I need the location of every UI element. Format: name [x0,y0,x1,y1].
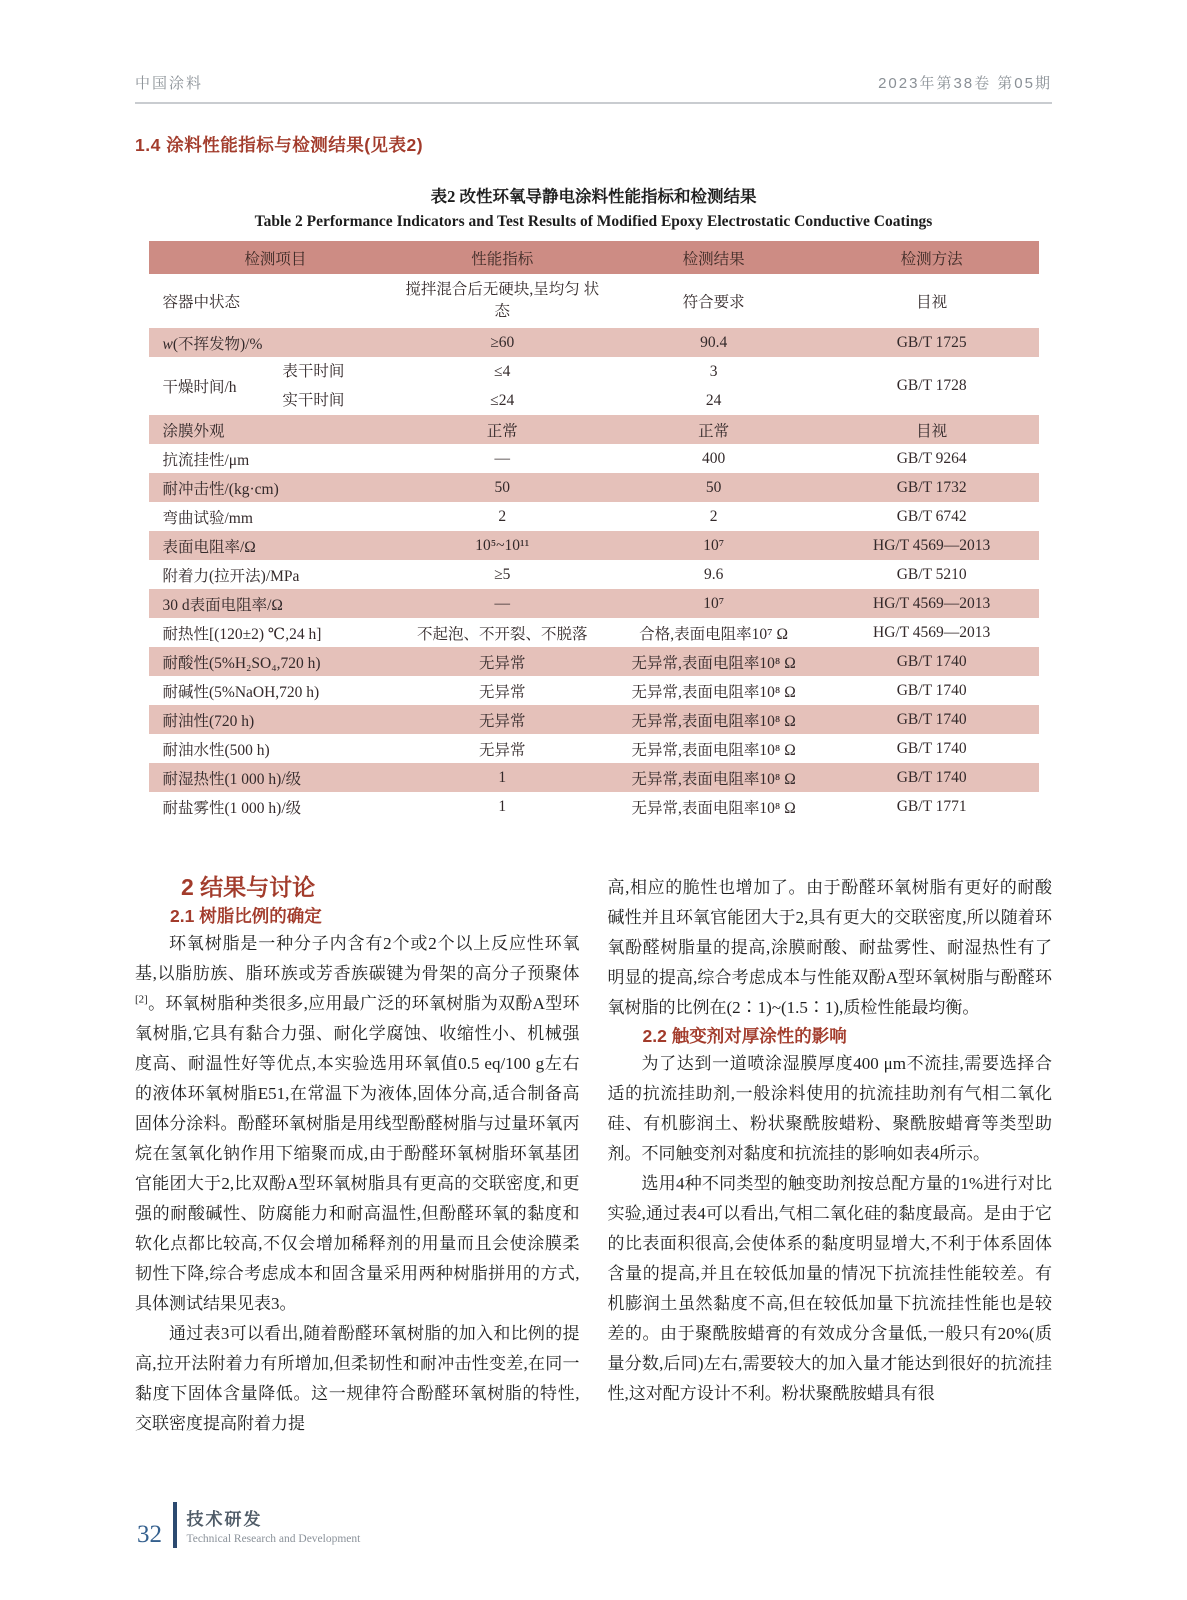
table-row: 涂膜外观 正常 正常 目视 [149,415,1039,444]
page-footer [137,1502,360,1548]
footer-column-subtitle: Technical Research and Development [186,1533,361,1545]
paragraph: 通过表3可以看出,随着酚醛环氧树脂的加入和比例的提高,拉开法附着力有所增加,但柔韧性和耐冲击性变差,在同一黏度下固体含量降低。这一规律符合酚醛环氧树脂的特性,交联密度提高附着力提 [135,1324,580,1434]
cell-item: 容器中状态 [162,294,241,311]
left-column [135,873,580,1439]
cell-result: 90.4 [700,333,728,351]
footer-column-title: 技术研发 [186,1510,263,1529]
reference-marker: [2] [135,993,148,1006]
table2 [149,241,1039,821]
italic-symbol: w [162,335,173,353]
table-row: 耐酸性(5%H₂SO₄,720 h) 无异常 无异常,表面电阻率10⁸ Ω GB/T 1740 [149,647,1039,676]
col-header-spec: 性能指标 [471,250,534,268]
paragraph: 为了达到一道喷涂湿膜厚度400 μm不流挂,需要选择合适的抗流挂助剂,一般涂料使用的抗流挂助剂有气相二氧化硅、有机膨润土、粉状聚酰胺蜡粉、聚酰胺蜡膏等类型助剂。不同触变剂对黏度和抗流挂的影响如表4所示。 [607,1054,1052,1164]
cell-method: GB/T 1728 [896,377,967,394]
issue-info: 2023年第38卷 第05期 [878,75,1052,92]
section-1-4-heading: 1.4 涂料性能指标与检测结果(见表2) [135,135,424,155]
section-2-heading: 2 结果与讨论 [181,874,316,900]
paragraph: 选用4种不同类型的触变助剂按总配方量的1%进行对比实验,通过表4可以看出,气相二氧化硅的黏度最高。是由于它的比表面积很高,会使体系的黏度明显增大,不利于体系固体含量的提高,并且在较低加量的情况下抗流挂性能较差。有机膨润土虽然黏度不高,但在较低加量下抗流挂性能也是较差的。由于聚酰胺蜡膏的有效成分含量低,一般只有20%(质量分数,后同)左右,需要较大的加入量才能达到很好的抗流挂性,这对配方设计不利。粉状聚酰胺蜡具有很 [607,1174,1052,1404]
col-header-result: 检测结果 [682,250,745,268]
paragraph: 高,相应的脆性也增加了。由于酚醛环氧树脂有更好的耐酸碱性并且环氧官能团大于2,具有更大的交联密度,所以随着环氧酚醛树脂量的提高,涂膜耐酸、耐盐雾性、耐湿热性有了明显的提高,综合考虑成本与性能双酚A型环氧树脂与酚醛环氧树脂的比例在(2∶1)~(1.5∶1),质检性能最均衡。 [607,878,1052,1017]
cell-spec: 搅拌混合后无硬块,呈均匀 状态 [405,280,600,320]
table-row: 耐油性(720 h) 无异常 无异常,表面电阻率10⁸ Ω GB/T 1740 [149,705,1039,734]
cell-spec: ≤4 ≤24 [490,363,515,409]
table-row [149,328,1039,357]
table-header-row [149,241,1039,274]
table-row: 弯曲试验/mm 2 2 GB/T 6742 [162,507,967,527]
right-column [608,873,1053,1439]
table-row: 表面电阻率/Ω 10⁵~10¹¹ 10⁷ HG/T 4569—2013 [149,531,1039,560]
running-head [135,72,1052,104]
cell-result: 3 24 [705,363,722,409]
table-row: 耐冲击性/(kg·cm) 50 50 GB/T 1732 [149,473,1039,502]
section-2-1-heading: 2.1 树脂比例的确定 [170,905,322,926]
table-row: 耐热性[(120±2) ℃,24 h] 不起泡、不开裂、不脱落 合格,表面电阻率10⁷ Ω HG/T 4569—2013 [162,623,991,643]
cell-method: GB/T 1725 [896,333,967,351]
table-row: 抗流挂性/μm — 400 GB/T 9264 [162,449,967,469]
table-row [149,274,1039,328]
journal-name: 中国涂料 [135,75,204,92]
cell-result: 符合要求 [682,294,745,311]
cell-item: w(不挥发物)/% [162,335,263,353]
table-row: 耐油水性(500 h) 无异常 无异常,表面电阻率10⁸ Ω GB/T 1740 [162,739,967,759]
section-2-2-heading: 2.2 触变剂对厚涂性的影响 [642,1026,847,1046]
drying-sub-labels: 表干时间 实干时间 [282,363,345,409]
table-body-rows [149,415,1039,821]
cell-spec: ≥60 [490,333,515,351]
table2-title-en: Table 2 Performance Indicators and Test Results of Modified Epoxy Electrostatic Conductive Coatings [254,213,933,230]
col-header-method: 检测方法 [900,250,963,268]
cell-method: 目视 [916,294,948,311]
page-number: 32 [137,1520,162,1548]
paragraph: 环氧树脂是一种分子内含有2个或2个以上反应性环氧基,以脂肪族、脂环族或芳香族碳键为骨架的高分子预聚体[2]。环氧树脂种类很多,应用最广泛的环氧树脂为双酚A型环氧树脂,它具有黏合力强、耐化学腐蚀、收缩性小、机械强度高、耐温性好等优点,本实验选用环氧值0.5 eq/100 g左右的液体环氧树脂E51,在常温下为液体,固体分高,适合制备高固体分涂料。酚醛环氧树脂是用线型酚醛树脂与过量环氧丙烷在氢氧化钠作用下缩聚而成,由于酚醛环氧树脂环氧基团官能团大于2,比双酚A型环氧树脂具有更高的交联密度,和更强的耐酸碱性、防腐能力和耐高温性,但酚醛环氧的黏度和软化点都比较高,不仅会增加稀释剂的用量而且会使涂膜柔韧性下降,综合考虑成本和固含量采用两种树脂拼用的方式,具体测试结果见表3。 [135,934,580,1314]
cell-item: 干燥时间/h 表干时间 实干时间 [149,357,403,415]
table2-title-zh: 表2 改性环氧导静电涂料性能指标和检测结果 [430,187,757,206]
table-row: 30 d表面电阻率/Ω — 10⁷ HG/T 4569—2013 [149,589,1039,618]
col-header-item: 检测项目 [244,250,307,268]
table-row: 耐盐雾性(1 000 h)/级 1 无异常,表面电阻率10⁸ Ω GB/T 1771 [162,797,967,817]
table-row: 耐湿热性(1 000 h)/级 1 无异常,表面电阻率10⁸ Ω GB/T 1740 [149,763,1039,792]
table-row-drying [149,357,1039,415]
footer-divider-bar [173,1502,177,1548]
table-row: 耐碱性(5%NaOH,720 h) 无异常 无异常,表面电阻率10⁸ Ω GB/T 1740 [162,681,967,701]
body-columns [135,873,1052,1439]
table-row: 附着力(拉开法)/MPa ≥5 9.6 GB/T 5210 [162,565,967,585]
